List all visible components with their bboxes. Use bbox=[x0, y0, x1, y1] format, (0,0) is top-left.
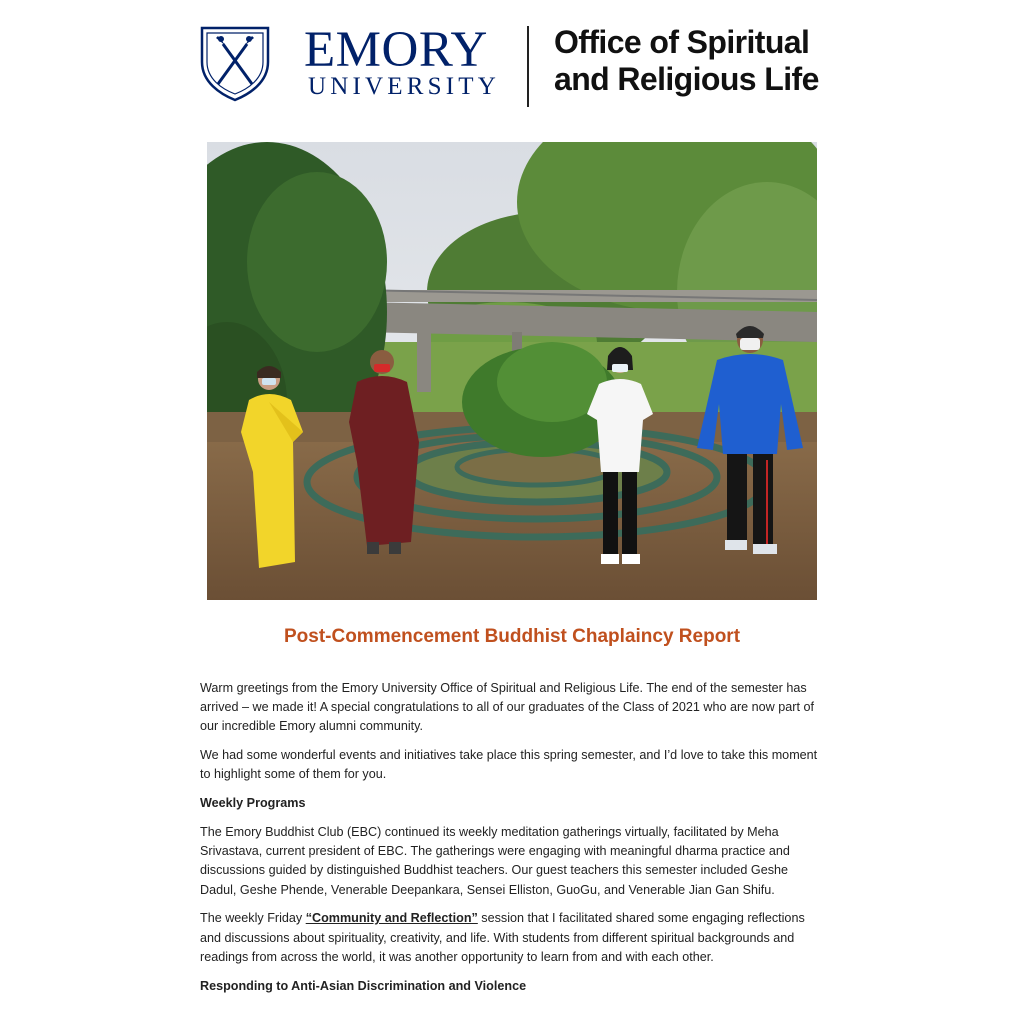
office-title bbox=[554, 24, 834, 98]
anti-asian-heading: Responding to Anti-Asian Discrimination and Violence bbox=[200, 978, 527, 993]
community-reflection-link[interactable]: “Community and Reflection” bbox=[305, 911, 478, 926]
report-title: Post-Commencement Buddhist Chaplaincy Report bbox=[283, 626, 741, 647]
intro-paragraph: Warm greetings from the Emory University Office of Spiritual and Religious Life. The end of the semester has arrived – we made it! A special congratulations to all of our graduates of the Class of 2021 who are now part of our incredible Emory alumni community. bbox=[200, 681, 814, 734]
weekly-programs-heading: Weekly Programs bbox=[200, 796, 306, 811]
office-title-line2: and Religious Life bbox=[554, 61, 819, 97]
header bbox=[200, 24, 824, 114]
emory-shield-logo bbox=[200, 26, 270, 102]
community-reflection-paragraph bbox=[200, 909, 826, 967]
group-photo bbox=[207, 142, 817, 600]
session-text: session that I facilitated shared some engaging reflections and discussions about spirituality, creativity, and life. With students from different spiritual backgrounds and readings from across the world, it was another opportunity to learn from and with each other. bbox=[200, 911, 805, 964]
header-divider bbox=[527, 26, 529, 107]
highlights-paragraph: We had some wonderful events and initiatives take place this spring semester, and I’d love to take this moment to highlight some of them for you. bbox=[200, 748, 818, 782]
report-body bbox=[200, 679, 826, 1005]
emory-subtitle: UNIVERSITY bbox=[308, 73, 500, 100]
friday-text: The weekly Friday bbox=[200, 911, 306, 926]
office-title-line1: Office of Spiritual bbox=[554, 24, 810, 60]
ebc-paragraph: The Emory Buddhist Club (EBC) continued its weekly meditation gatherings virtually, facilitated by Meha Srivastava, current president of EBC. The gatherings were engaging with meaningful dharma practice and discussions guided by distinguished Buddhist teachers. Our guest teachers this semester included Geshe Dadul, Geshe Phende, Venerable Deepankara, Sensei Elliston, GuoGu, and Venerable Jian Gan Shifu. bbox=[200, 825, 790, 897]
emory-name: EMORY bbox=[304, 22, 488, 78]
emory-wordmark bbox=[304, 22, 500, 104]
